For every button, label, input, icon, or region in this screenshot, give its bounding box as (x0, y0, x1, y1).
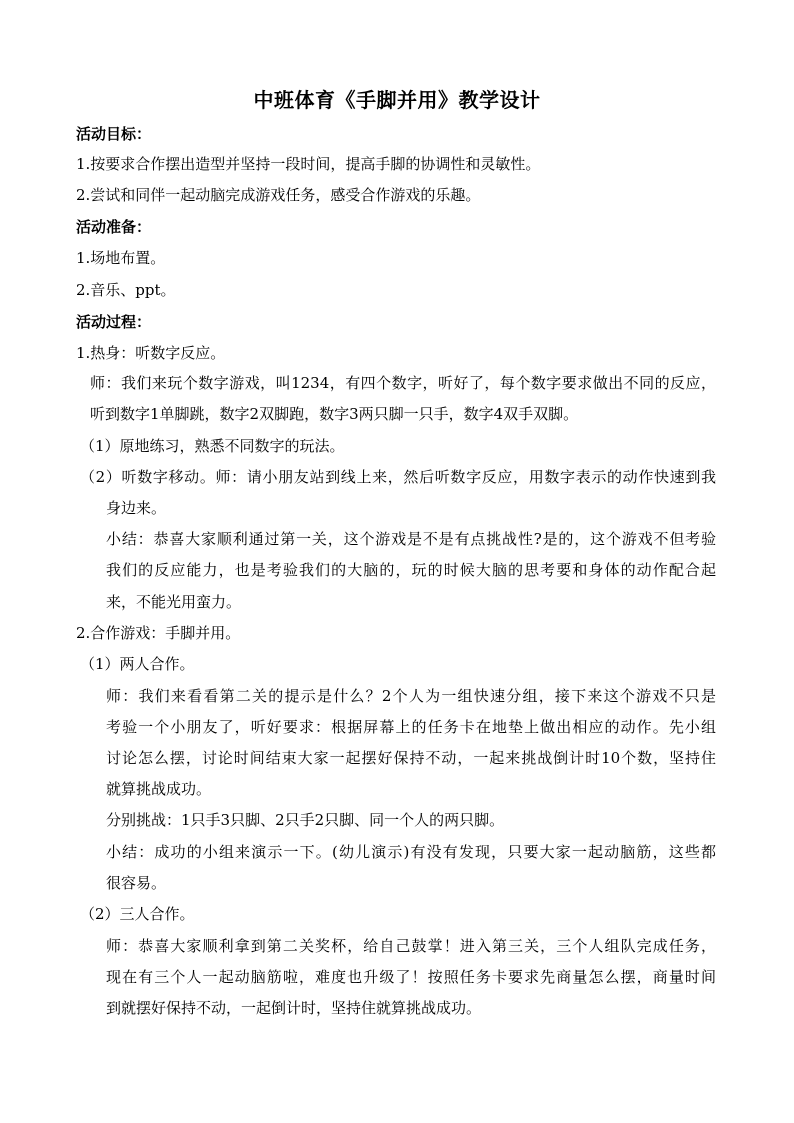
paragraph-line: 来，不能光用蛮力。 (106, 593, 242, 611)
paragraph-line: 师：恭喜大家顺利拿到第二关奖杯，给自己鼓掌！进入第三关，三个人组队完成任务， (106, 937, 716, 955)
paragraph-line: 现在有三个人一起动脑筋啦，难度也升级了！按照任务卡要求先商量怎么摆，商量时间 (106, 968, 716, 986)
process-step-2: 2.合作游戏：手脚并用。 (76, 624, 241, 642)
substep-item: （2）听数字移动。师：请小朋友站到线上来，然后听数字反应，用数字表示的动作快速到我 (80, 468, 716, 486)
substep-item: （1）两人合作。 (80, 655, 195, 673)
preparation-item-2: 2.音乐、ppt。 (76, 281, 176, 299)
substep-item: （1）原地练习，熟悉不同数字的玩法。 (80, 437, 345, 455)
section-heading-preparation: 活动准备： (76, 218, 152, 236)
process-step-1: 1.热身：听数字反应。 (76, 344, 226, 362)
paragraph-line: 分别挑战：1只手3只脚、2只手2只脚、同一个人的两只脚。 (106, 811, 505, 829)
paragraph-line: 师：我们来玩个数字游戏，叫1234，有四个数字，听好了，每个数字要求做出不同的反应， (90, 374, 716, 392)
preparation-item-1: 1.场地布置。 (76, 249, 166, 267)
paragraph-line: 小结：成功的小组来演示一下。(幼儿演示)有没有发现，只要大家一起动脑筋，这些都 (106, 843, 716, 861)
paragraph-line: 就算挑战成功。 (106, 780, 212, 798)
paragraph-line: 很容易。 (106, 874, 167, 892)
paragraph-line: 听到数字1单脚跳，数字2双脚跑，数字3两只脚一只手，数字4双手双脚。 (90, 405, 579, 423)
paragraph-line: 考验一个小朋友了，听好要求：根据屏幕上的任务卡在地垫上做出相应的动作。先小组 (106, 718, 716, 736)
section-heading-goals: 活动目标： (76, 125, 152, 143)
paragraph-line: 我们的反应能力，也是考验我们的大脑的，玩的时候大脑的思考要和身体的动作配合起 (106, 561, 716, 579)
paragraph-line: 到就摆好保持不动，一起倒计时，坚持住就算挑战成功。 (106, 999, 482, 1017)
paragraph-line: 身边来。 (106, 499, 167, 517)
paragraph-line: 小结：恭喜大家顺利通过第一关，这个游戏是不是有点挑战性?是的，这个游戏不但考验 (106, 530, 716, 548)
paragraph-line: 师：我们来看看第二关的提示是什么？2个人为一组快速分组，接下来这个游戏不只是 (106, 687, 716, 705)
goal-item-2: 2.尝试和同伴一起动脑完成游戏任务，感受合作游戏的乐趣。 (76, 186, 481, 204)
section-heading-process: 活动过程： (76, 313, 152, 331)
goal-item-1: 1.按要求合作摆出造型并坚持一段时间，提高手脚的协调性和灵敏性。 (76, 155, 541, 173)
document-title: 中班体育《手脚并用》教学设计 (253, 88, 541, 112)
substep-item: （2）三人合作。 (80, 905, 195, 923)
paragraph-line: 讨论怎么摆，讨论时间结束大家一起摆好保持不动，一起来挑战倒计时10个数，坚持住 (106, 749, 716, 767)
